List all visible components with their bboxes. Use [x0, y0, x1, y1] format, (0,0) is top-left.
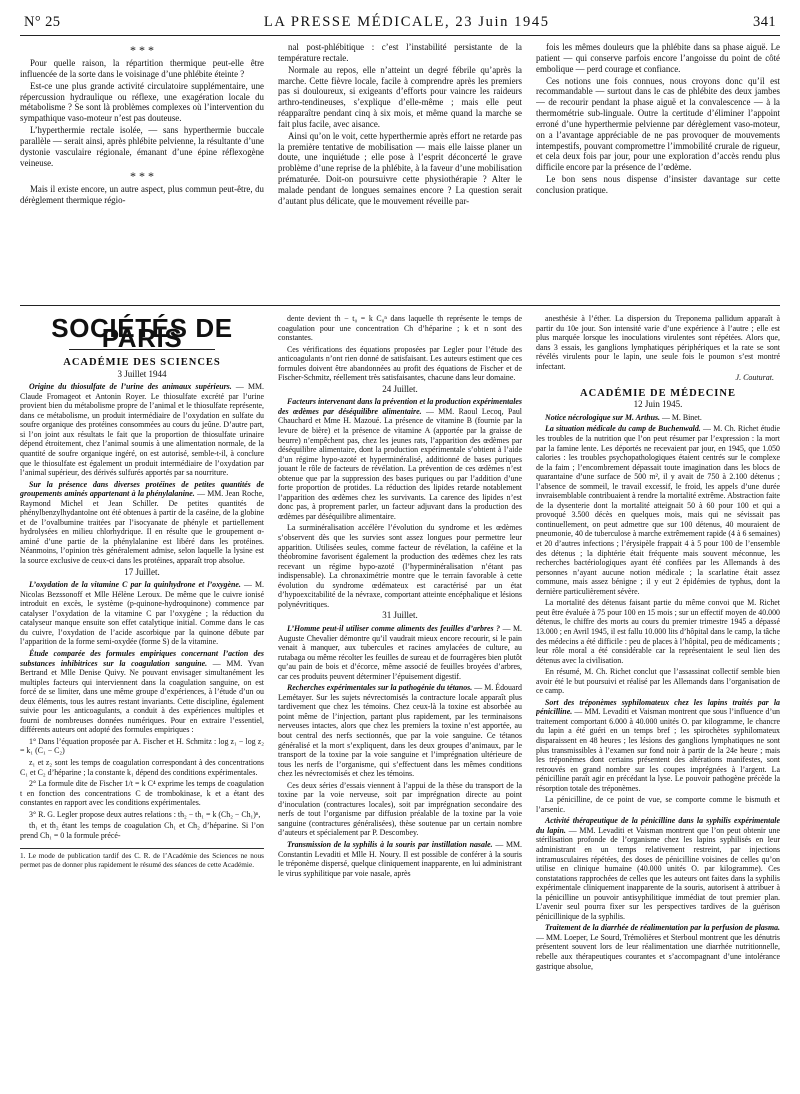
- session-date: 12 Juin 1945.: [633, 399, 683, 410]
- paragraph: Le bon sens nous dispense d’insister davantage sur cette conclusion pratique.: [536, 174, 780, 195]
- top-column-2: [278, 42, 522, 302]
- article: [536, 698, 780, 793]
- bottom-column-2: [278, 314, 522, 1094]
- article-body: — MM. Yvan Bertrand et Mlle Denise Quivy. Ne pouvant envisager simultanément les multiples facteurs qui interviennent dans la coagulation sanguine, on est forcé de se limiter, dans une même groupe d’expériences, à l’étude d’un ou deux éléments, tous les autres restant invariants. Cette discipline, également suivie pour les anticoagulants, a conduit à des expériences multiples et fourni de nombreuses données numériques. Pour en extraire l’essentiel, différents auteurs ont adopté des formules empiriques :: [20, 658, 264, 735]
- article: [278, 683, 522, 778]
- article-body: — M. Édouard Lemétayer. Sur les sujets névrectomisés la contracture locale apparaît plus tardivement que chez les témoins. Chez ceux-là la toxine est absorbée au point même de l’injection, partant plus rapidement, par les terminaisons nerveuses intactes, alors que chez les premiers la toxine n’est apportée, au bout central des nerfs sectionnés, que par la voie sanguine. Ce tétanos généralisé et la mort s’expliquent, dans les deux groupes d’animaux, par le transport de la toxine par la voie sanguine et l’imprégnation ultérieure de tous les nerfs de l’organisme, qui s’effectuent dans les mêmes conditions chez les névrectomisés et chez les témoins.: [278, 683, 522, 779]
- article-title: Origine du thiosulfate de l’urine des animaux supérieurs.: [29, 382, 232, 392]
- formula: 2° La formule dite de Fischer 1/t = k C⁴ exprime les temps de coagulation t en fonction des concentrations C de trombokinase, k et a étant des constantes en rapport avec les conditions expérimentales.: [20, 779, 264, 808]
- signature: J. Couturat.: [735, 373, 774, 383]
- article-title: Transmission de la syphilis à la souris par instillation nasale.: [287, 839, 493, 849]
- session-date: 31 Juillet.: [382, 610, 418, 621]
- article-title: Sur la présence dans diverses protéines de petites quantités de groupements aminés appartenant à la phénylalanine.: [20, 479, 264, 499]
- formula-note: th₁ et th₂ étant les temps de coagulation Ch₁ et Ch₂ d’héparine. Si l’on prend Ch₁ = 0 la formule précé-: [20, 821, 264, 840]
- article: [20, 649, 264, 735]
- article-title: Traitement de la diarrhée de réalimentation par la perfusion de plasma.: [545, 923, 780, 933]
- academy-title: ACADÉMIE DE MÉDECINE: [580, 387, 736, 399]
- article: [536, 424, 780, 596]
- article: [536, 816, 780, 921]
- top-column-3: [536, 42, 780, 302]
- session-date: 17 Juillet.: [124, 566, 160, 577]
- masthead: [20, 14, 780, 36]
- page-number: 341: [753, 14, 776, 30]
- paragraph: En résumé, M. Ch. Richet conclut que l’assassinat collectif semble bien avoir été le but poursuivi et réalisé par les Allemands dans l’organisation de ce camp.: [536, 667, 780, 696]
- paragraph: Ainsi qu’on le voit, cette hyperthermie après effort ne retarde pas la première tentative de mobilisation — mais elle laisse planer un doute, une inquiétude ; elle pose à l’esprit déconcerté le grave problème d’une reprise de la phlébite, à la faveur d’une mobilisation prématurée. Doit-on poursuivre cette physiothérapie ? Alter le malade pendant de longues semaines encore ? La question serait d’autant plus délicate, que le mouvement réveille par-: [278, 130, 522, 206]
- paragraph: Mais il existe encore, un autre aspect, plus commun peut-être, du dérèglement thermique régio-: [20, 184, 264, 206]
- article-body: — MM. Loeper, Le Sourd, Trémolières et Sterboul montrent que les dénutris présentent souvent lors de leur réalimentation une diarrhée nutritionnelle, rebelle aux thérapeutiques courantes et s’accompagnant d’une intolérance gastrique absolue,: [536, 932, 780, 971]
- section-title: SOCIÉTÉS DE PARIS: [51, 314, 233, 353]
- paragraph: dente devient th − t₀ = k C₀ⁿ dans laquelle th représente le temps de coagulation pour une concentration Ch d’héparine ; k et n sont des constantes.: [278, 314, 522, 343]
- paragraph: Normale au repos, elle n’atteint un degré fébrile qu’après la marche. Cette fièvre locale, facile à comprendre après les premiers pas si douloureux, si exigeants d’efforts pour vaincre les raideurs arthro-tendineuses, s’explique d’elle-même ; mais elle peut réapparaître pendant cinq à six mois, et même quand la marche se fait plus facile, avec aisance.: [278, 64, 522, 129]
- article: [278, 624, 522, 681]
- academy-title: ACADÉMIE DES SCIENCES: [63, 357, 221, 369]
- session-date: 3 Juillet 1944: [117, 368, 167, 379]
- article: [278, 840, 522, 878]
- formula: 3° R. G. Legler propose deux autres relations : th₂ − th₁ = k (Ch₂ − Ch₁)ⁿ,: [29, 809, 261, 819]
- article-title: Recherches expérimentales sur la pathogénie du tétanos.: [287, 683, 473, 693]
- article-body: — MM. Claude Fromageot et Antonin Royer. Le thiosulfate excrété par l’urine provient bien du métabolisme propre de l’animal et le thiosulfate représente, dans ce métabolisme, un produit intermédiaire de l’oxydation en sulfate du soufre organique des protéines consommées au cours du jeûne. D’autre part, si l’on joint aux résultats le fait que la proportion de thiosulfate urinaire dépend étroitement, chez l’animal soumis à une alimentation normale, de la quantité de soufre organique ingéré, on est autorisé, semble-t-il, à conclure que le thiosulfate est également un produit intermédiaire de l’oxydation par l’animal supérieur, des dérivés sulfurés apportés par sa nourriture.: [20, 382, 264, 478]
- article-title: Activité thérapeutique de la pénicilline dans la syphilis expérimentale du lapin.: [536, 816, 780, 835]
- paragraph: La surminéralisation accélère l’évolution du syndrome et les œdèmes s’observent dès que les survies sont assez longues pour permettre leur apparition. Utilisées seules, comme facteur de révélation, la caféine et la théobromine favorisent également la production des œdèmes chez les rats recevant un régime hypo-azoté (l’hyperminéralisation n’étant pas indispensable). La chronaximétrie montre que le terrain favorable à cette évolution du syndrome œdémateux est caractérisé par un état d’hypoexcitabilité de la névraxe, comportant atteinte encéphalique et lésions polynévritiques.: [278, 523, 522, 609]
- paragraph: Pour quelle raison, la répartition thermique peut-elle être influencée de la sorte dans le voisinage d’une phlébite éteinte ?: [20, 58, 264, 79]
- article-body: — M. Auguste Chevalier démontre qu’il vaudrait mieux encore recourir, si le pain venait à manquer, aux tubercules et racines amylacées de culture, au rutabaga ou même récolter les feuilles de sureau et de fourragères bien plutôt qu’au pain de bois et d’écorce, même associé de feuilles broyées d’arbres, car ces produits peuvent déterminer l’épuisement digestif.: [278, 623, 522, 681]
- paragraph: La mortalité des détenus faisant partie du même convoi que M. Richet peut être évaluée à 75 pour 100 en 15 mois ; sur un effectif moyen de 40.000 détenus, le chiffre des morts au cours du premier trimestre 1945 a dépassé 13.000 ; en Avril 1945, il est fallu 10.000 lits d’hôpital dans le camp, la tâche des médecins a été difficile : peu de places à l’hôpital, peu de médicaments ; leur rôle moral a été considérable car la représentaient le seul lien des détenus avec la civilisation.: [536, 598, 780, 665]
- footnote: 1. Le mode de publication tardif des C. R. de l’Académie des Sciences ne nous permet pas de donner plus rapidement le résumé des séances de cette Académie.: [20, 848, 264, 870]
- article-body: — MM. Raoul Lecoq, Paul Chauchard et Mme H. Mazoué. La présence de vitamine B (fournie par la levure de bière) et la présence de vitamine A (apportée par la graisse de beurre) n’empêchent pas, chez les jeunes rats, l’apparition des œdèmes par déséquilibre alimentaire, dont la production expérimentale s’obtient à l’aide d’un régime hypo-azoté et hyperminéralisé, additionné de bases puriques jouant le rôle de facteurs de révélation. La prévention de ces œdèmes n’est obtenue que par la suppression des bases puriques ou par l’addition d’une forte proportion de protides. La réduction des lipides retarde notablement l’apparition des œdèmes chez les survivants. La carence des lipides n’est donc pas, à proprement parler, un facteur adjuvant dans la production des œdèmes par déséquilibre alimentaire.: [278, 406, 522, 521]
- article-title: La situation médicale du camp de Buchenwald.: [545, 424, 701, 434]
- top-article: [20, 36, 780, 302]
- formula: 1° Dans l’équation proposée par A. Fischer et H. Schmitz : log z₁ − log z₂ = k₁ (C₁ − C₂): [20, 736, 264, 756]
- article: [278, 397, 522, 521]
- article-title: Notice nécrologique sur M. Arthus.: [545, 412, 661, 422]
- session-date: 24 Juillet.: [382, 383, 418, 394]
- article-body: — MM. Levaditi et Vaisman montrent que l’on peut obtenir une stérilisation profonde de l’organisme chez les lapins syphilisés en leur administrant en un temps relativement restreint, par injections intramusculaires répétées, des doses de pénicilline voisines de celles qu’on utilise en clinique humaine (40.000 unités O. par kilogramme). Ces constatations rapprochées de celles que les auteurs ont faites dans la syphilis expérimentale cliniquement inapparente de la souris, autorisent à attribuer à la pénicilline un pouvoir antisyphilitique immédiat de tout premier plan. L’avenir seul pourra fixer sur les perspectives tardives de la guérison pénicillinique de la syphilis.: [536, 825, 780, 921]
- formula-note: z₁ et z₂ sont les temps de coagulation correspondant à des concentrations C₁ et C₂ d’héparine ; la constante k₁ dépend des conditions expérimentales.: [20, 757, 264, 777]
- article-body: — M. Ch. Richet étudie les troubles de la nutrition que l’on peut résumer par l’expression : la mort par la famine lente. Les déportés ne recevaient par jour, en 1945, que 1.050 calories : les troubles psychopathologiques étaient centrés sur le complexe de la faim ; l’encombrement dépassait toute imagination dans les blocs de quarantaine d’une surface de 500 m², il y avait de 750 à 2.100 détenus ; l’absence de sommeil, le travail excessif, le froid, les appels d’une durée invraisemblable contribuaient à rendre la mortalité extrême. Abstraction faite de la dysenterie dont la mortalité atteignait 50 à 60 pour 100 et qui a provoqué 3.500 décès en quelques mois, mais qui ne sévissait pas continuellement, on peut admettre que sur 100 détenus, 40 mouraient de pneumonie, 40 de tuberculose à marche extrêmement rapide (4 à 6 semaines) et 20 d’autres infections ; l’érysipèle frappait 4 à 5 pour 100 de l’ensemble des détenus ; la diphtérie était fréquente mais souvent méconnue, les recherches bactériologiques ayant été confiées par les Allemands à des personnes n’ayant aucune notion médicale ; la scarlatine était assez commune, mais assez bénigne ; il y eut 2 épidémies de typhus, dont la dernière particulièrement sévère.: [536, 424, 780, 596]
- article-body: — MM. Levaditi et Vaisman montrent que sous l’influence d’un traitement comportant 6.000 à 40.000 unités O. par kilogramme, le chancre du lapin a été guéri en un temps bref ; les spirochètes syphilomateux disparaissent en 48 heures ; les lésions des ganglions lymphatiques ne sont plus transmissibles à l’examen sur fond noir à partir de la 24e heure ; mais les tréponèmes dont certains présentent des altérations manifestes, sont retrouvés en grand nombre sur les coupes imprégnées à l’argent. La pénicilline paraît agir en précédant la lyse. Le pouvoir pathogène précède la résorption totale des tréponèmes.: [536, 707, 780, 793]
- paragraph: Ces deux séries d’essais viennent à l’appui de la thèse du transport de la toxine par la voie nerveuse, soit par imprégnation directe au point d’inoculation (contractures locales), soit par imprégnation secondaire des nerfs de tout l’organisme par diffusion préalable de la toxine par la voie sanguine (contractures généralisées), thèse soutenue par un certain nombre d’auteurs et spécialement par P. Descombey.: [278, 780, 522, 838]
- article: [536, 413, 780, 423]
- paragraph: Ces vérifications des équations proposées par Legler pour l’étude des anticoagulants n’ont rien donné de satisfaisant. Les auteurs estiment que ces formules doivent être abandonnées au profit des équations de Fischer et de Fischer-Schmitz, réellement très satisfaisantes, chacune dans leur domaine.: [278, 344, 522, 383]
- bottom-column-3: [536, 314, 780, 1094]
- article-body: — MM. Constantin Levaditi et Mlle H. Noury. Il est possible de conférer à la souris le tréponème dispersé, quelque cliniquement inapparente, en lui administrant le virus syphilitique par voie nasale, après: [278, 839, 522, 878]
- article-body: — MM. Jean Roche, Raymond Michel et Jean Schiller. De petites quantités de phénylbenzylhydantoïne ont été obtenues à partir de la caséine, de la globine et de l’ovalbumine traitées par l’isocyanate de phényle et partiellement hydrolysées en milieu chlorhydrique. Il en résulte que le groupement α-aminé d’une partie de la phénylalanine est libéré dans les protéines. Néanmoins, l’opinion très généralement admise, selon laquelle la lysine est la source exclusive de ceux-ci dans les protéines, apparaît trop absolue.: [20, 489, 264, 566]
- paragraph: L’hyperthermie rectale isolée, — sans hyperthermie buccale parallèle — serait ainsi, après phlébite pelvienne, la résultante d’une dystonie vasculaire régionale, émanant d’une épine réflexogène veineuse.: [20, 125, 264, 168]
- paragraph: anesthésie à l’éther. La dispersion du Treponema pallidum apparaît à partir du 10e jour. Son intensité varie d’une expérience à l’autre ; elle est plus marquée lorsque les inoculations virulentes sont répétées. Alors que, dans 3 essais, les ganglions lymphatiques périphériques et la rate se sont révélés virulents pour le lapin, une seule fois le poumon s’est montré infectant.: [536, 314, 780, 371]
- article-author: — M. Binet.: [662, 412, 702, 422]
- article: [536, 923, 780, 971]
- star-separator: * * *: [130, 169, 154, 184]
- journal-title: LA PRESSE MÉDICALE, 23 Juin 1945: [263, 14, 550, 30]
- article-title: L’oxydation de la vitamine C par la quinhydrone et l’oxygène.: [29, 580, 241, 590]
- article: [20, 382, 264, 477]
- article-title: Sort des tréponèmes syphilomateux chez les lapins traités par la pénicilline.: [536, 697, 780, 717]
- article-title: Étude comparée des formules empiriques concernant l’action des substances inhibitrices sur la coagulation sanguine.: [20, 648, 264, 668]
- top-column-1: [20, 42, 264, 302]
- article-title: L’Homme peut-il utiliser comme aliments des feuilles d’arbres ?: [287, 623, 501, 633]
- article-title: Facteurs intervenant dans la prévention et la production expérimentales des œdèmes par déséquilibre alimentaire.: [278, 397, 522, 416]
- paragraph: Ces notions une fois connues, nous croyons donc qu’il est recommandable — surtout dans le cas de phlébite des deux jambes — de recourir pendant la phase aiguë et la convalescence — à la thermométrie sub-linguale. Outre la certitude d’éliminer l’appoint erroné d’une hyperthermie pelvienne par dérèglement vaso-moteur, on a l’avantage appréciable de ne pas provoquer de mouvements intempestifs, pouvant compromettre l’immobilité crurale de rigueur, et cela deux fois par jour, pour une exploration d’accès rendu plus difficile encore par la présence de l’œdème.: [536, 75, 780, 173]
- article: [20, 580, 264, 647]
- article: [20, 480, 264, 566]
- paragraph: nal post-phlébitique : c’est l’instabilité persistante de la température rectale.: [278, 42, 522, 63]
- societes-section: [20, 306, 780, 1094]
- star-separator: * * *: [130, 43, 154, 57]
- bottom-column-1: [20, 314, 264, 1094]
- paragraph: Est-ce une plus grande activité circulatoire supplémentaire, une répercussion hydraulique ou réflexe, une exagération locale du métabolisme ? Se sont là problèmes complexes où l’intervention du sympathique vaso-moteur n’est pas douteuse.: [20, 80, 264, 124]
- paragraph: fois les mêmes douleurs que la phlébite dans sa phase aiguë. Le patient — qui conserve parfois encore l’angoisse du point de côté embolique — perd courage et confiance.: [536, 42, 780, 74]
- article-body: — M. Nicolas Bezssonoff et Mlle Hélène Leroux. De même que le cuivre ionisé introduit en excès, le système (p-quinone-hydroquinone) commence par catalyser l’oxydation de la vitamine C par l’oxygène ; la réduction du catalyseur manque ensuite son effet catalytique initial. Comme dans le cas du cuivre, l’oxydation de l’acide ascorbique par la quinone débute par l’apparition de la forme semi-oxydée (forme S) de la vitamine.: [20, 580, 264, 647]
- issue-number: N° 25: [24, 14, 61, 30]
- paragraph: La pénicilline, de ce point de vue, se comporte comme le bismuth et l’arsenic.: [536, 795, 780, 814]
